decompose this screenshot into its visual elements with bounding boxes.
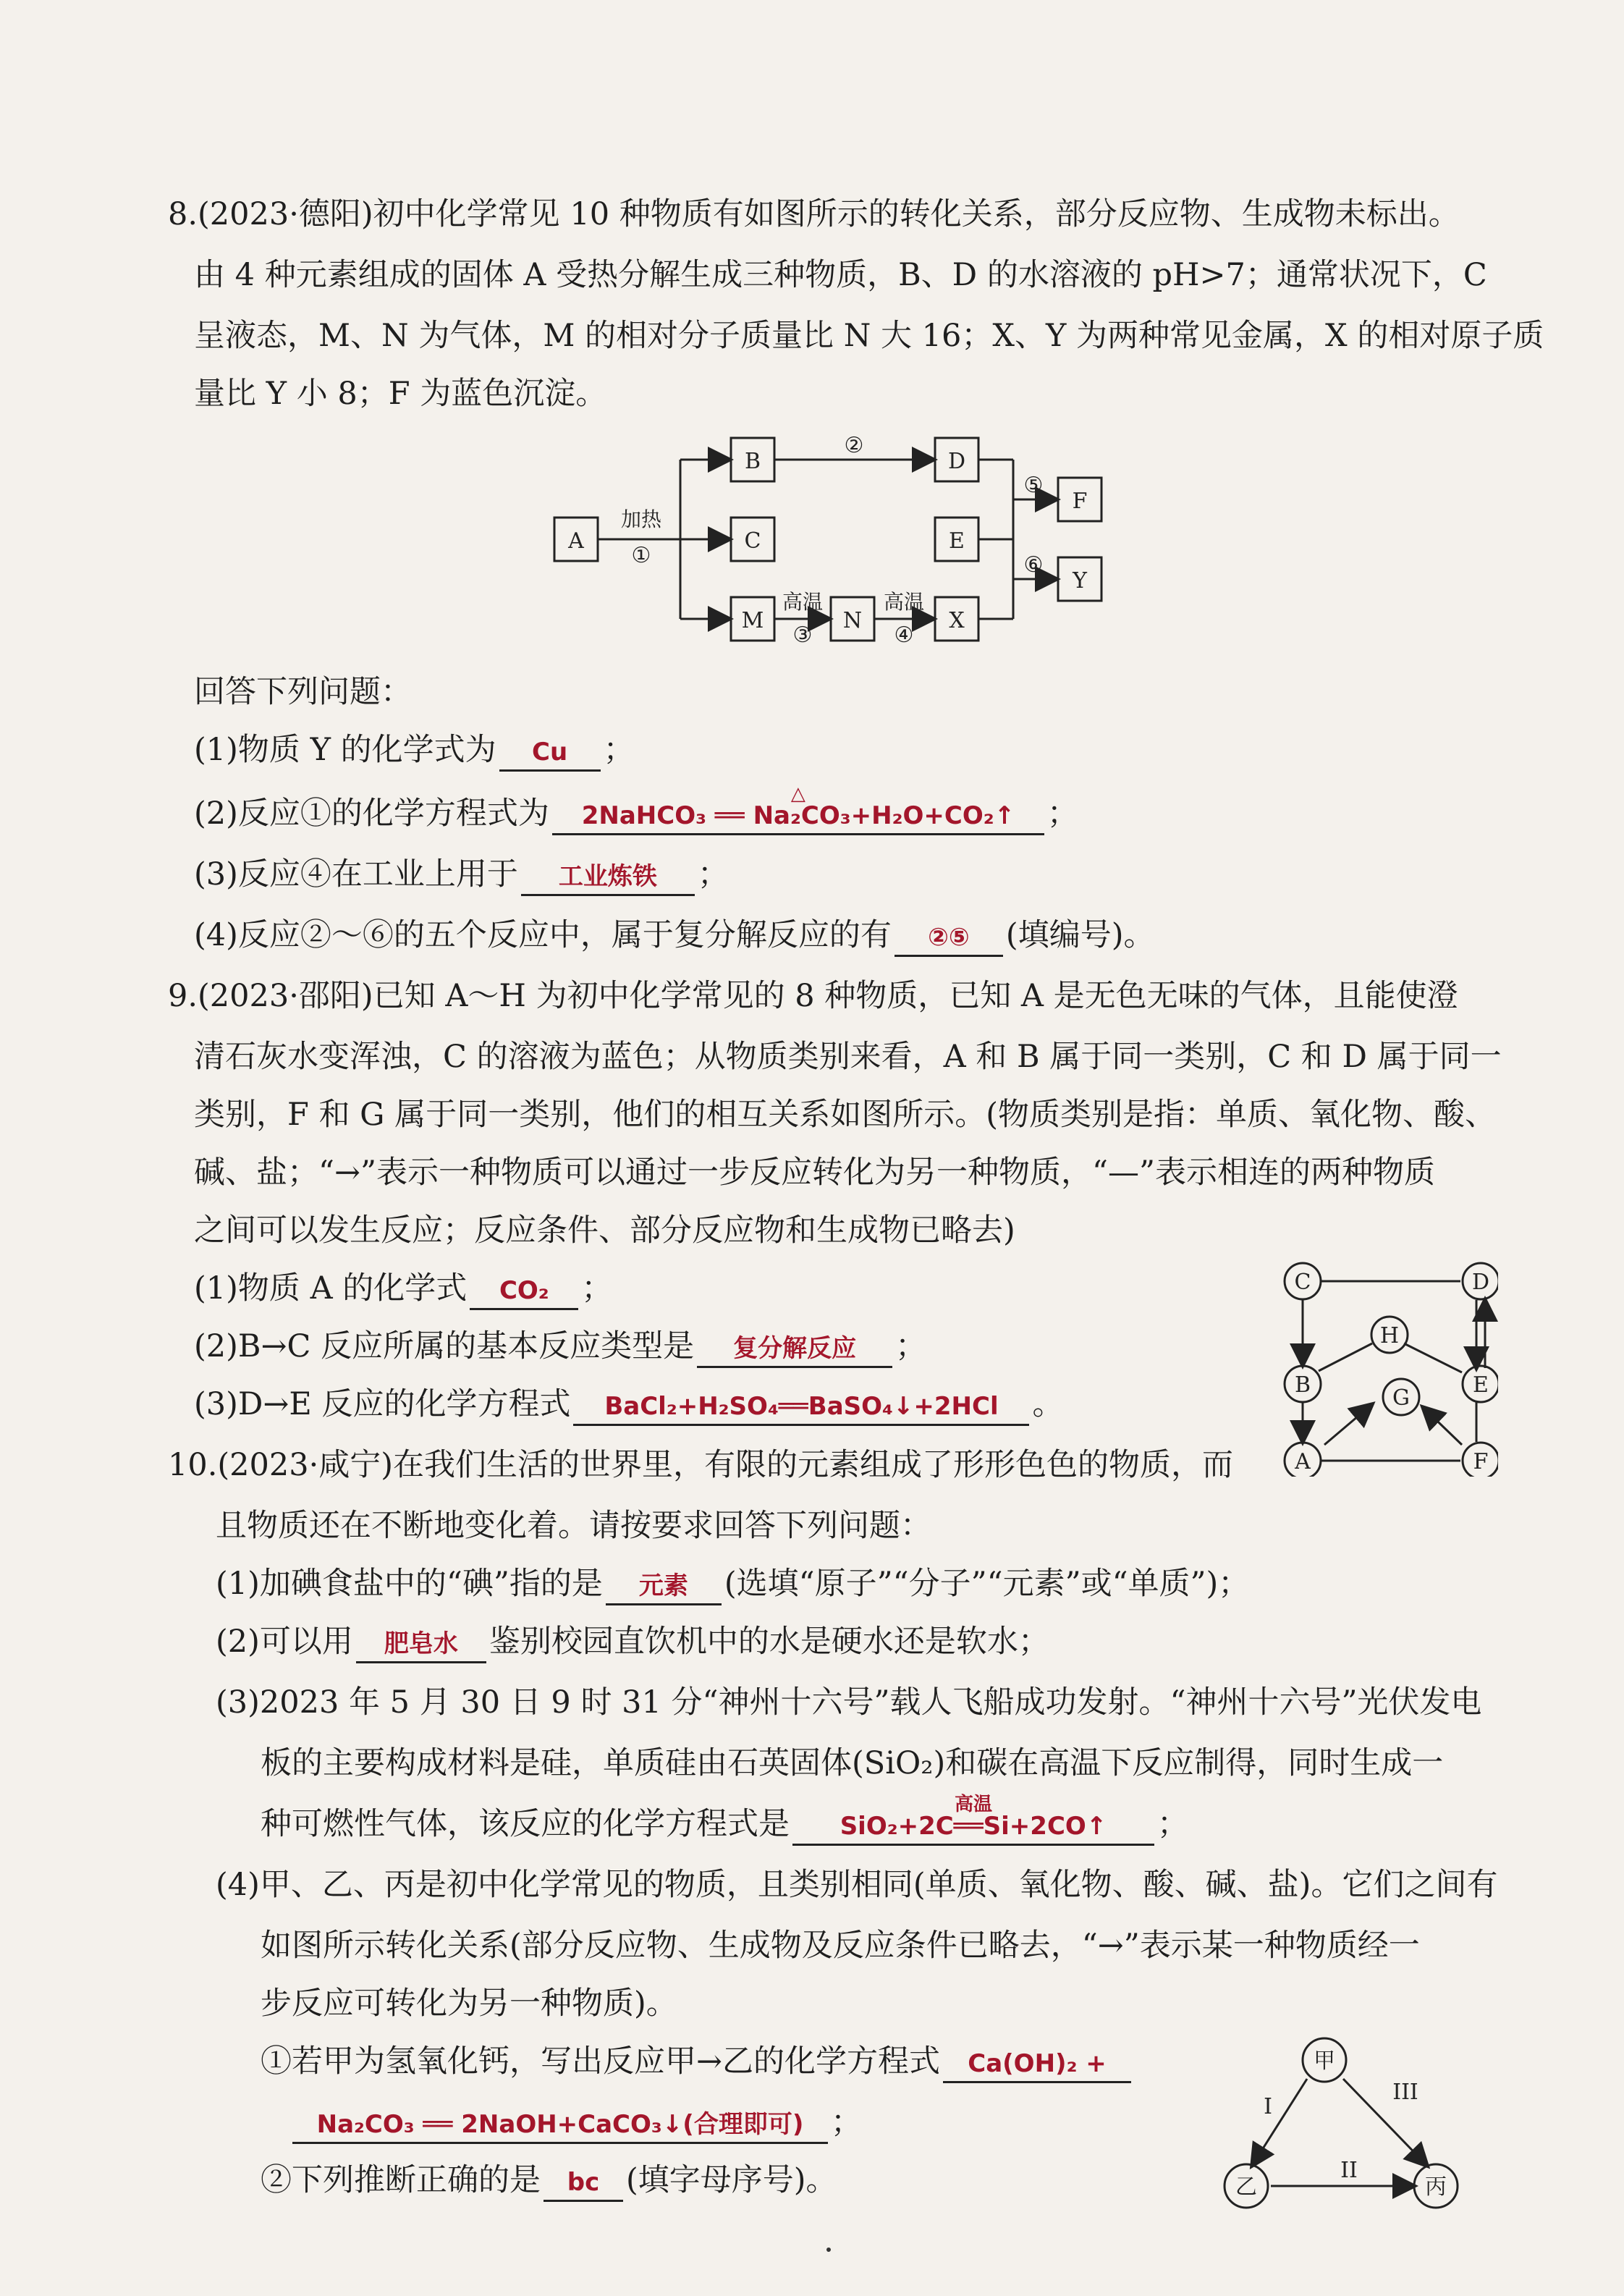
q9-s3-text: (3)D→E 反应的化学方程式: [194, 1386, 571, 1422]
q10-s4a-line-2: [289, 2102, 862, 2144]
q10-s2-answer: 肥皂水: [356, 1626, 486, 1663]
q8-s1-answer: Cu: [499, 735, 601, 772]
q10-label-r1: I: [1264, 2094, 1272, 2119]
q9-line-5: 之间可以发生反应；反应条件、部分反应物和生成物已略去): [194, 1212, 1015, 1249]
q10-s3-cond: 高温: [954, 1794, 992, 1815]
q8-sub1: [194, 730, 635, 772]
q9-s3-post: 。: [1032, 1386, 1064, 1422]
q8-s2-cond: △: [790, 783, 805, 805]
q10-label-bing: 丙: [1425, 2174, 1447, 2200]
q9-line-1: 9.(2023·邵阳)已知 A～H 为初中化学常见的 8 种物质，已知 A 是无色无味的气体，且能使澄: [168, 978, 1458, 1014]
q10-s4a-post: ；: [831, 2104, 862, 2140]
label-gw3: 高温: [782, 590, 824, 614]
q10-s3-answer: [792, 1794, 1154, 1846]
q10-s3-line-1: (3)2023 年 5 月 30 日 9 时 31 分“神州十六号”载人飞船成功发射。“神州十六号”光伏发电: [216, 1684, 1482, 1721]
q8-s2-equation: 2NaHCO₃ ══ Na₂CO₃+H₂O+CO₂↑: [581, 801, 1015, 830]
label-r1: ①: [631, 543, 651, 568]
q8-sub2: [194, 783, 1078, 835]
q10-s2-text: (2)可以用: [216, 1624, 353, 1660]
q10-s1-answer: 元素: [606, 1569, 722, 1605]
q8-s1-text: (1)物质 Y 的化学式为: [194, 732, 496, 768]
q9-s3-answer: BaCl₂+H₂SO₄══BaSO₄↓+2HCl: [573, 1389, 1029, 1426]
q8-s2-text: (2)反应①的化学方程式为: [194, 795, 549, 832]
q10-line-1: 10.(2023·咸宁)在我们生活的世界里，有限的元素组成了形形色色的物质，而: [168, 1447, 1234, 1483]
q10-s4b-text: ②下列推断正确的是: [261, 2162, 541, 2198]
q9-label-E: E: [1473, 1372, 1489, 1398]
q10-label-r2: II: [1340, 2158, 1358, 2183]
q8-s3-answer: 工业炼铁: [521, 859, 695, 896]
label-Y: Y: [1073, 568, 1087, 594]
q10-s3-line-3: [261, 1794, 1188, 1846]
q8-line-2: 由 4 种元素组成的固体 A 受热分解生成三种物质，B、D 的水溶液的 pH>7；通常状况下，C: [194, 257, 1487, 293]
q8-s4-post: (填编号)。: [1005, 917, 1155, 953]
label-X: X: [949, 608, 965, 633]
q9-sub2: [194, 1326, 926, 1368]
q10-line-2: 且物质还在不断地变化着。请按要求回答下列问题：: [216, 1508, 931, 1544]
q9-sub1: [194, 1268, 612, 1310]
q10-s4b-answer: bc: [544, 2165, 623, 2202]
q9-relation-diagram: [1281, 1259, 1498, 1477]
q8-s2-post: ；: [1046, 795, 1078, 832]
q9-sub3: [194, 1384, 1063, 1426]
q8-s2-answer: [552, 783, 1044, 835]
q10-s4a-answer-1: Ca(OH)₂ +: [943, 2046, 1131, 2083]
label-D: D: [947, 449, 966, 474]
q10-s1-post: (选填“原子”“分子”“元素”或“单质”)；: [724, 1566, 1250, 1602]
q8-s1-post: ；: [603, 732, 635, 768]
q10-s4-line-2: 如图所示转化关系(部分反应物、生成物及反应条件已略去，“→”表示某一种物质经一: [261, 1928, 1420, 1964]
q9-s2-answer: 复分解反应: [697, 1331, 892, 1368]
q8-s4-answer: ②⑤: [895, 920, 1003, 957]
label-r6: ⑥: [1023, 552, 1044, 578]
label-M: M: [741, 608, 764, 633]
q9-line-3: 类别，F 和 G 属于同一类别，他们的相互关系如图所示。(物质类别是指：单质、氧化物、酸、: [194, 1097, 1496, 1133]
q9-line-2: 清石灰水变浑浊，C 的溶液为蓝色；从物质类别来看，A 和 B 属于同一类别，C 和 D 属于同一: [194, 1039, 1502, 1075]
q9-label-F: F: [1473, 1449, 1489, 1474]
label-gw4: 高温: [883, 590, 925, 614]
q9-label-D: D: [1471, 1270, 1490, 1295]
label-r3: ③: [792, 622, 813, 648]
q10-label-jia: 甲: [1314, 2048, 1335, 2074]
label-r5: ⑤: [1023, 473, 1044, 498]
label-E: E: [949, 528, 965, 554]
q8-prompt: 回答下列问题：: [194, 674, 412, 710]
q9-s1-text: (1)物质 A 的化学式: [194, 1270, 468, 1307]
q9-label-G: G: [1392, 1385, 1410, 1411]
q9-label-C: C: [1294, 1270, 1311, 1295]
q10-s4b-post: (填字母序号)。: [626, 2162, 837, 2198]
q10-s3-line-2: 板的主要构成材料是硅，单质硅由石英固体(SiO₂)和碳在高温下反应制得，同时生成一: [261, 1745, 1444, 1781]
label-r2: ②: [844, 433, 864, 458]
q9-label-H: H: [1379, 1323, 1400, 1349]
q9-s1-answer: CO₂: [470, 1273, 578, 1310]
q10-s3-post: ；: [1157, 1806, 1188, 1842]
q10-sub1: [216, 1563, 1249, 1605]
q8-s3-post: ；: [697, 856, 729, 892]
q10-s1-text: (1)加碘食盐中的“碘”指的是: [216, 1566, 603, 1602]
label-C: C: [744, 528, 761, 554]
q8-s4-text: (4)反应②～⑥的五个反应中，属于复分解反应的有: [194, 917, 892, 953]
label-N: N: [842, 608, 863, 633]
q10-triangle-diagram: [1216, 2027, 1484, 2215]
q10-s4-line-1: (4)甲、乙、丙是初中化学常见的物质，且类别相同(单质、氧化物、酸、碱、盐)。它们之间有: [216, 1867, 1498, 1903]
q10-s4-line-3: 步反应可转化为另一种物质)。: [261, 1985, 677, 2022]
q10-label-r3: III: [1392, 2080, 1418, 2105]
q8-s3-text: (3)反应④在工业上用于: [194, 856, 518, 892]
q10-s4b-line: [261, 2160, 837, 2202]
label-r4: ④: [894, 622, 914, 648]
q9-label-A: A: [1295, 1449, 1311, 1474]
q9-line-4: 碱、盐；“→”表示一种物质可以通过一步反应转化为另一种物质，“—”表示相连的两种物质: [194, 1155, 1435, 1191]
q8-line-3: 呈液态，M、N 为气体，M 的相对分子质量比 N 大 16；X、Y 为两种常见金属，X 的相对原子质: [194, 318, 1544, 354]
q10-s4a-text: ①若甲为氢氧化钙，写出反应甲→乙的化学方程式: [261, 2043, 941, 2080]
q10-s3-text: 种可燃性气体，该反应的化学方程式是: [261, 1806, 790, 1842]
q8-flow-diagram: [536, 423, 1129, 655]
q9-s1-post: ；: [581, 1270, 613, 1307]
q10-s4a-line-1: [261, 2041, 1134, 2083]
label-F: F: [1072, 489, 1088, 514]
q9-s2-post: ；: [895, 1328, 927, 1364]
q8-line-4: 量比 Y 小 8；F 为蓝色沉淀。: [194, 376, 607, 412]
q9-label-B: B: [1294, 1372, 1311, 1398]
q10-label-yi: 乙: [1235, 2174, 1257, 2200]
q8-sub4: [194, 915, 1154, 957]
q10-s3-equation: SiO₂+2C══Si+2CO↑: [840, 1812, 1107, 1841]
page-dot: [826, 2248, 831, 2252]
label-A: A: [568, 528, 584, 554]
q8-line-1: 8.(2023·德阳)初中化学常见 10 种物质有如图所示的转化关系，部分反应物、生成物未标出。: [168, 196, 1460, 232]
q10-sub2: [216, 1621, 1049, 1663]
q10-s4a-answer-2: Na₂CO₃ ══ 2NaOH+CaCO₃↓(合理即可): [292, 2107, 828, 2144]
q9-s2-text: (2)B→C 反应所属的基本反应类型是: [194, 1328, 695, 1364]
label-heat: 加热: [620, 507, 662, 531]
q8-sub3: [194, 854, 729, 896]
q10-s2-post: 鉴别校园直饮机中的水是硬水还是软水；: [489, 1624, 1049, 1660]
label-B: B: [744, 449, 761, 474]
